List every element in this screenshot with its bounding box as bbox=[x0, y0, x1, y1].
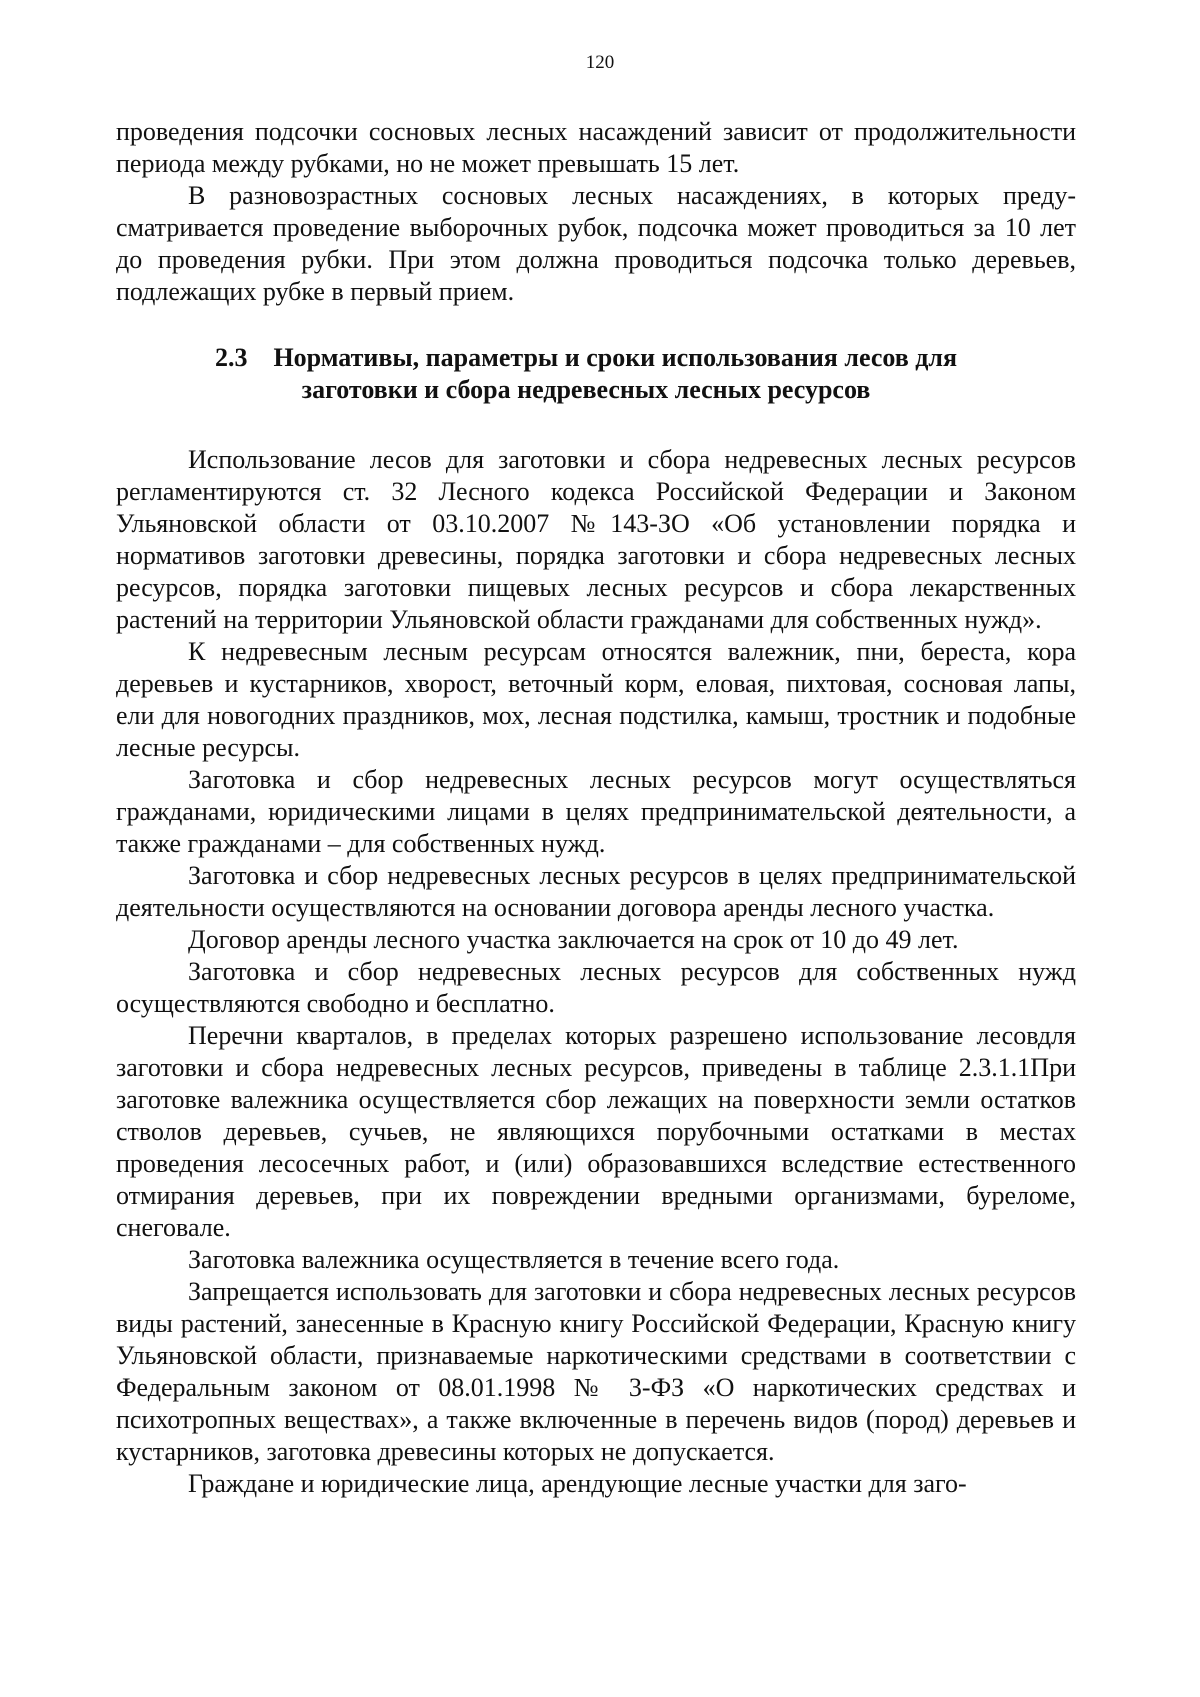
section-number: 2.3 bbox=[214, 343, 248, 372]
paragraph: В разновозрастных сосновых лесных насаждениях, в которых предусматривается проведение выборочных рубок, подсочка может проводиться за 10 лет до проведения рубки. При этом должна проводиться подсочка только деревьев, подлежащих рубке в первый прием. bbox=[116, 181, 1076, 306]
paragraph: Использование лесов для заготовки и сбора недревесных лесных ресурсов регламентируются ст. 32 Лесного кодекса Российской Федерации и Законом Ульяновской области от 03.10.2007 №143-ЗО «Об установлении порядка и нормативов заготовки древесины, порядка заготовки и сбора недревесных лесных ресурсов, порядка заготовки пищевых лесных ресурсов и сбора лекарственных растений на территории Ульяновской области гражданами для собственных нужд». bbox=[116, 445, 1076, 634]
paragraph: Договор аренды лесного участка заключается на срок от 10 до 49 лет. bbox=[188, 925, 959, 954]
paragraph: Заготовка и сбор недревесных лесных ресурсов в целях предпринимательской деятельности осуществляются на основании договора аренды лесного участка. bbox=[116, 861, 1076, 922]
paragraph-continuation: проведения подсочки сосновых лесных насаждений зависит от продолжительности периода между рубками, но не может превышать 15 лет. bbox=[116, 117, 1076, 178]
paragraph: Запрещается использовать для заготовки и сбора недревесных лесных ресурсов виды растений, занесенные в Красную книгу Российской Федерации, Красную книгу Ульяновской области, признаваемые наркотическими средствами в соответствии с Федеральным законом от 08.01.1998 № 3-ФЗ «О наркотических средствах и психотропных веществах», а также включенные в перечень видов (пород) деревьев и кустарников, заготовка древесины которых не допускается. bbox=[116, 1277, 1076, 1466]
section-heading bbox=[116, 342, 1076, 406]
page-number: 120 bbox=[585, 52, 615, 73]
paragraph: Заготовка валежника осуществляется в течение всего года. bbox=[188, 1245, 840, 1274]
page-content bbox=[116, 116, 1076, 1500]
paragraph: Заготовка и сбор недревесных лесных ресурсов для собственных нужд осуществляются свободно и бесплатно. bbox=[116, 957, 1076, 1018]
paragraph: Заготовка и сбор недревесных лесных ресурсов могут осуществляться гражданами, юридическими лицами в целях предпринимательской деятельности, а также гражданами – для собственных нужд. bbox=[116, 765, 1076, 858]
section-title: Нормативы, параметры и сроки использования лесов для заготовки и сбора недревесных лесных ресурсов bbox=[273, 343, 958, 404]
paragraph: К недревесным лесным ресурсам относятся валежник, пни, береста, кора деревьев и кустарников, хворост, веточный корм, еловая, пихтовая, сосновая лапы, ели для новогодних праздников, мох, лесная подстилка, камыш, тростник и подобные лесные ресурсы. bbox=[116, 637, 1076, 762]
paragraph-continued: Граждане и юридические лица, арендующие лесные участки для заго- bbox=[188, 1469, 967, 1498]
paragraph: Перечни кварталов, в пределах которых разрешено использование лесовдля заготовки и сбора недревесных лесных ресурсов, приведены в таблице 2.3.1.1При заготовке валежника осуществляется сбор лежащих на поверхности земли остатков стволов деревьев, сучьев, не являющихся порубочными остатками в местах проведения лесосечных работ, и (или) образовавшихся вследствие естественного отмирания деревьев, при их повреждении вредными организмами, буреломе, снеговале. bbox=[116, 1021, 1076, 1242]
